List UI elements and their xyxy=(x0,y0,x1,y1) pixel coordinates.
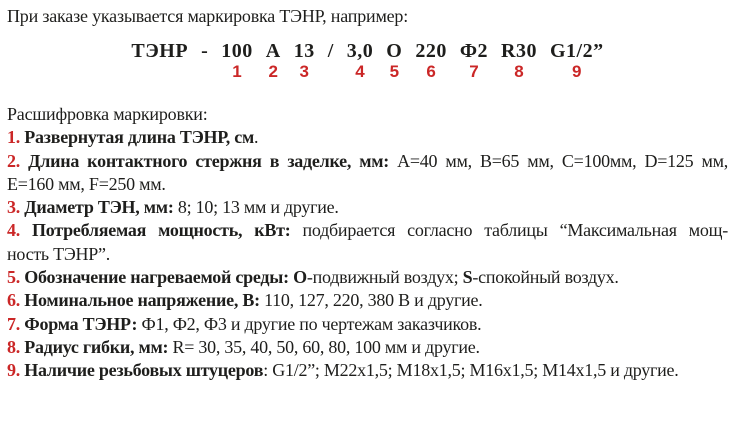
text-segment: Наличие резьбовых штуцеров xyxy=(20,360,264,381)
text-segment: . xyxy=(254,127,259,148)
text-segment: 1. xyxy=(7,127,20,148)
marking-position-number: 5 xyxy=(389,62,400,81)
decoding-line xyxy=(7,126,728,149)
marking-part xyxy=(460,41,488,81)
decoding-line xyxy=(7,336,728,359)
intro-text: При заказе указывается маркировка ТЭНР, например: xyxy=(7,6,409,26)
marking-position-number: 3 xyxy=(299,62,309,81)
decoding-line xyxy=(7,313,728,336)
decoding-item xyxy=(7,336,728,359)
text-segment: R= 30, 35, 40, 50, 60, 80, 100 мм и другие. xyxy=(168,336,480,357)
text-segment: -спокойный воздух. xyxy=(472,267,619,288)
decoding-list xyxy=(7,126,728,382)
marking-position-number: 4 xyxy=(355,62,365,81)
marking-position-number: 8 xyxy=(514,62,524,81)
marking-code: 13 xyxy=(293,40,315,62)
text-segment: подбирается согласно таблицы “Максимальная мощ- xyxy=(290,220,728,241)
marking-position-number: 1 xyxy=(232,62,242,81)
decoding-item xyxy=(7,289,728,312)
marking-code: 220 xyxy=(415,40,447,62)
marking-code: R30 xyxy=(501,40,537,62)
decoding-line xyxy=(7,219,728,242)
decoding-line xyxy=(7,196,728,219)
decoding-line xyxy=(7,289,728,312)
text-segment: 5. xyxy=(7,267,20,288)
decoding-section xyxy=(7,103,728,383)
text-segment: Радиус гибки, мм: xyxy=(20,336,169,357)
marking-code: G1/2” xyxy=(549,40,604,62)
marking-part xyxy=(266,41,281,81)
marking-part xyxy=(221,41,253,81)
decoding-item xyxy=(7,126,728,149)
decoding-item xyxy=(7,196,728,219)
marking-part xyxy=(550,41,604,81)
marking-part xyxy=(131,41,188,81)
marking-position-number: 9 xyxy=(572,62,582,81)
decoding-line xyxy=(7,173,728,196)
text-segment: Развернутая длина ТЭНР, см xyxy=(20,127,255,148)
text-segment: Потребляемая мощность, кВт: xyxy=(20,220,291,241)
marking-part xyxy=(501,41,537,81)
text-segment: -подвижный воздух; xyxy=(306,267,463,288)
text-segment: Диаметр ТЭН, мм: xyxy=(20,197,174,218)
text-segment: 2. xyxy=(7,150,20,171)
text-segment: А=40 мм, В=65 мм, С=100мм, D=125 мм, xyxy=(389,150,728,171)
text-segment: 6. xyxy=(7,290,20,311)
text-segment: 4. xyxy=(7,220,20,241)
marking-code: ТЭНР xyxy=(131,40,189,62)
marking-position-number: 2 xyxy=(268,62,278,81)
decoding-item xyxy=(7,313,728,336)
marking-code: 100 xyxy=(221,40,253,62)
text-segment: Форма ТЭНР: xyxy=(20,313,138,334)
marking-part xyxy=(347,41,374,81)
decoding-line xyxy=(7,243,728,266)
marking-position-number: 7 xyxy=(469,62,479,81)
text-segment: 9. xyxy=(7,360,20,381)
marking-code: О xyxy=(386,40,403,62)
marking-part xyxy=(328,41,334,81)
text-segment: 110, 127, 220, 380 В и другие. xyxy=(259,290,483,311)
marking-code: / xyxy=(327,40,334,62)
marking-part xyxy=(415,41,447,81)
text-segment: 8; 10; 13 мм и другие. xyxy=(173,197,339,218)
text-segment: Ф1, Ф2, Ф3 и другие по чертежам заказчиков. xyxy=(137,313,482,334)
marking-code: - xyxy=(201,40,209,62)
text-segment: Обозначение нагреваемой среды: xyxy=(20,267,294,288)
text-segment: : G1/2”; М22х1,5; М18х1,5; М16х1,5; М14х1,5 и другие. xyxy=(263,360,679,381)
marking-code: Ф2 xyxy=(459,40,489,62)
decoding-line xyxy=(7,150,728,173)
text-segment: Длина контактного стержня в заделке, мм: xyxy=(20,150,390,171)
text-segment: Номинальное напряжение, В: xyxy=(20,290,260,311)
marking-position-number: 6 xyxy=(426,62,436,81)
marking-code: А xyxy=(265,40,281,62)
decoding-item xyxy=(7,219,728,266)
text-segment: О xyxy=(293,267,307,288)
decoding-line xyxy=(7,359,728,382)
decoding-item xyxy=(7,266,728,289)
marking-part xyxy=(386,41,402,81)
text-segment: 7. xyxy=(7,313,20,334)
decoding-item xyxy=(7,150,728,197)
text-segment: 8. xyxy=(7,336,20,357)
marking-part xyxy=(294,41,315,81)
marking-code: 3,0 xyxy=(346,40,374,62)
decoding-item xyxy=(7,359,728,382)
text-segment: Е=160 мм, F=250 мм. xyxy=(7,173,166,194)
decoding-line xyxy=(7,266,728,289)
marking-row xyxy=(7,41,728,81)
marking-part xyxy=(201,41,208,81)
text-segment: 3. xyxy=(7,197,20,218)
decoding-heading: Расшифровка маркировки: xyxy=(7,104,208,124)
text-segment: S xyxy=(462,267,473,288)
text-segment: ность ТЭНР”. xyxy=(7,243,111,264)
